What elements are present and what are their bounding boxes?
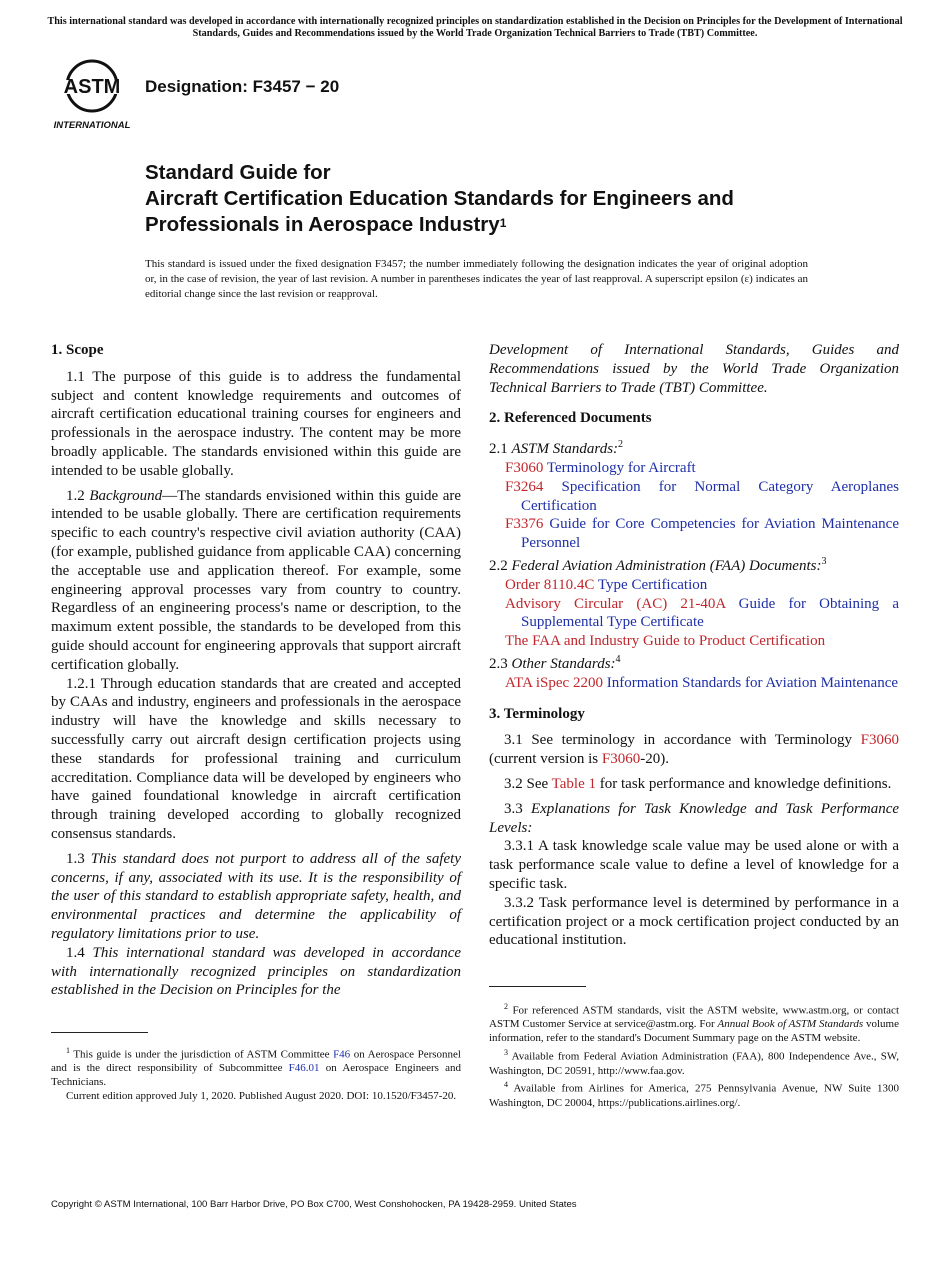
header-notice: This international standard was developed in accordance with internationally recognized principles on standardization established in the Decision on Principles for the Development of International Standards, Guides and Recommendations issued by the World Trade Organization Technical Barriers to Trade (TBT) Committee. xyxy=(47,16,903,39)
astm-logo xyxy=(52,56,136,132)
para-1-2-label: Background xyxy=(89,487,163,504)
footnote-2-mark: 2 xyxy=(504,1002,508,1011)
astm-standards-label xyxy=(489,436,899,459)
ref-code[interactable]: F3264 xyxy=(505,478,544,495)
footnotes-left xyxy=(51,1044,461,1104)
copyright: Copyright © ASTM International, 100 Barr Harbor Drive, PO Box C700, West Conshohocken, PA 19428-2959. United States xyxy=(51,1199,577,1210)
ref-code[interactable]: F3060 xyxy=(505,459,544,476)
ref-code[interactable]: F3376 xyxy=(505,516,544,533)
ref-code[interactable]: ATA iSpec 2200 xyxy=(505,674,603,691)
faa-num: 2.2 xyxy=(489,557,508,574)
ref-title[interactable]: Specification for Normal Category Aeroplanes Certification xyxy=(521,478,899,514)
para-3-3 xyxy=(489,800,899,838)
para-1-3-num: 1.3 xyxy=(66,850,85,867)
para-1-4 xyxy=(51,944,461,1000)
para-1-2 xyxy=(51,487,461,675)
logo-letters: ASTM xyxy=(63,76,121,98)
para-1-2-num: 1.2 xyxy=(66,487,85,504)
para-3-3-num: 3.3 xyxy=(504,800,523,817)
astm-label: ASTM Standards: xyxy=(511,441,619,458)
ref-title[interactable]: Guide for Core Competencies for Aviation Maintenance Personnel xyxy=(521,516,899,552)
footnote-1-mark: 1 xyxy=(66,1046,70,1055)
section-referenced-heading: 2. Referenced Documents xyxy=(489,410,652,427)
left-column xyxy=(51,341,461,1000)
para-3-3-1: 3.3.1 A task knowledge scale value may be used alone or with a task performance scale value to define a level of knowledge for a specific task. xyxy=(489,838,899,892)
para-3-2-b: for task performance and knowledge definitions. xyxy=(596,775,892,792)
ref-title[interactable]: Type Certification xyxy=(597,576,708,593)
ref-item[interactable] xyxy=(489,515,899,553)
footnote-1-text-c: on Aerospace Engineers and Technicians. xyxy=(51,1062,461,1089)
para-3-3-2: 3.3.2 Task performance level is determined by performance in a certification project or a mock certification project conducted by an educational institution. xyxy=(489,894,899,949)
para-3-2 xyxy=(489,775,899,794)
issue-statement: This standard is issued under the fixed designation F3457; the number immediately following the designation indicates the year of original adoption or, in the case of revision, the year of last revision. A number in parentheses indicates the year of last reapproval. A superscript epsilon (ε) indicates an editorial change since the last revision or reapproval. xyxy=(145,258,808,300)
footnote-1-text-a: This guide is under the jurisdiction of ASTM Committee xyxy=(70,1048,334,1061)
para-3-1-c: -20). xyxy=(640,751,669,768)
ref-item[interactable] xyxy=(489,632,899,651)
para-1-2-1: 1.2.1 Through education standards that are created and accepted by CAAs and industry, engineers and professionals in the aerospace industry will have the knowledge and skills necessary to successfully carry out aircraft design certification projects using these standards for professional training and curriculum accreditation. Compliance data will be developed by engineers who have gained foundational knowledge in aircraft certification through training developed according to globally recognized consensus standards. xyxy=(51,675,461,842)
footnote-2-text-b: volume information, refer to the standard's Document Summary page on the ASTM website. xyxy=(489,1018,899,1045)
footnote-rule-left xyxy=(51,1032,148,1033)
other-label: Other Standards: xyxy=(511,655,616,672)
title-line-1: Standard Guide for xyxy=(145,161,331,184)
faa-sup: 3 xyxy=(821,555,827,567)
footnote-3-text: Available from Federal Aviation Administration (FAA), 800 Independence Ave., SW, Washington, DC 20591, http://www.faa.gov. xyxy=(489,1050,899,1077)
para-1-4-num: 1.4 xyxy=(66,944,85,961)
ref-code[interactable]: Advisory Circular (AC) 21-40A xyxy=(505,595,726,612)
astm-num: 2.1 xyxy=(489,441,508,458)
para-1-4-text-continued: Development of International Standards, Guides and Recommendations issued by the World Trade Organization Technical Barriers to Trade (TBT) Committee. xyxy=(489,342,899,396)
para-3-2-a: 3.2 See xyxy=(504,775,552,792)
ref-item[interactable] xyxy=(489,576,899,595)
astm-sup: 2 xyxy=(618,439,624,451)
para-1-1: 1.1 The purpose of this guide is to address the fundamental subject and content knowledge requirements and outcomes of aircraft certification educational training courses for engineers and professionals in the aerospace industry. The content may be more broadly applicable. The standards envisioned within this guide are intended to be usable globally. xyxy=(51,368,461,479)
para-1-3 xyxy=(51,850,461,944)
footnote-4-text: Available from Airlines for America, 275 Pennsylvania Avenue, NW Suite 1300 Washington, DC 20004, https://publications.airlines.org/. xyxy=(489,1082,899,1109)
footnote-rule-right xyxy=(489,986,586,987)
ref-code[interactable]: The FAA and Industry Guide to Product Certification xyxy=(505,633,826,650)
ref-item[interactable] xyxy=(489,459,899,478)
ref-item[interactable] xyxy=(489,595,899,633)
designation: Designation: F3457 − 20 xyxy=(145,77,340,96)
footnote-3-mark: 3 xyxy=(504,1048,508,1058)
link-f3060-current[interactable]: F3060 xyxy=(601,751,641,768)
section-terminology-heading: 3. Terminology xyxy=(489,705,585,722)
para-3-1-b: (current version is xyxy=(489,751,602,768)
footnotes-right xyxy=(489,1000,899,1111)
faa-documents-label xyxy=(489,553,899,576)
para-1-4-continued xyxy=(489,341,899,397)
para-3-1 xyxy=(489,731,899,769)
right-column xyxy=(489,341,899,950)
title-line-2: Aircraft Certification Education Standards for Engineers and xyxy=(145,187,734,210)
footnote-2-italic: Annual Book of ASTM Standards xyxy=(717,1018,864,1031)
para-1-2-text: —The standards envisioned within this guide are intended to be usable globally. There are certification requirements specific to each country's respective civil aviation authority (CAA) (for example, published guidance from applicable CAA) concerning the acceptable use and application thereof. For example, some engineering approval processes vary from country to country. Regardless of an engineering process's name or description, to the maximum extent possible, the standards to be developed from this guide should account for engineering approvals that support aircraft certification globally. xyxy=(51,487,462,673)
ref-item[interactable] xyxy=(489,674,899,693)
other-standards-label xyxy=(489,651,899,674)
footnote-1-edition: Current edition approved July 1, 2020. Published August 2020. DOI: 10.1520/F3457-20. xyxy=(66,1090,457,1103)
title-line-3: Professionals in Aerospace Industry xyxy=(145,213,500,236)
astm-logo-mark xyxy=(52,56,136,132)
link-f46[interactable]: F46 xyxy=(333,1048,351,1061)
footnote-2-text-a: For referenced ASTM standards, visit the ASTM website, www.astm.org, or contact ASTM Customer Service at service@astm.org. For xyxy=(489,1004,899,1031)
ref-code[interactable]: Order 8110.4C xyxy=(505,576,595,593)
faa-label: Federal Aviation Administration (FAA) Documents: xyxy=(511,557,822,574)
link-table-1[interactable]: Table 1 xyxy=(551,775,596,792)
link-f46-01[interactable]: F46.01 xyxy=(288,1062,320,1075)
ref-title[interactable]: Information Standards for Aviation Maintenance xyxy=(606,674,899,691)
para-1-4-text: This international standard was developed in accordance with internationally recognized principles on standardization established in the Decision on Principles for the xyxy=(51,944,462,999)
para-3-1-a: 3.1 See terminology in accordance with Terminology xyxy=(504,732,861,749)
ref-title[interactable]: Guide for Obtaining a Supplemental Type Certificate xyxy=(521,595,899,631)
footnote-1-text-b: on Aerospace Personnel and is the direct responsibility of Subcommittee xyxy=(51,1048,461,1075)
ref-title[interactable]: Terminology for Aircraft xyxy=(546,459,696,476)
other-num: 2.3 xyxy=(489,655,508,672)
para-3-3-label: Explanations for Task Knowledge and Task Performance Levels: xyxy=(489,800,900,836)
logo-sub: INTERNATIONAL xyxy=(53,120,131,131)
link-f3060[interactable]: F3060 xyxy=(860,732,899,749)
title-footnote-mark: 1 xyxy=(499,216,507,230)
footnote-4 xyxy=(489,1078,899,1110)
other-sup: 4 xyxy=(615,653,621,665)
footnote-2 xyxy=(489,1000,899,1046)
ref-item[interactable] xyxy=(489,478,899,516)
footnote-4-mark: 4 xyxy=(504,1080,508,1090)
footnote-3 xyxy=(489,1046,899,1078)
footnote-1 xyxy=(51,1044,461,1090)
para-1-3-text: This standard does not purport to address all of the safety concerns, if any, associated with its use. It is the responsibility of the user of this standard to establish appropriate safety, health, and environmental practices and determine the applicability of regulatory limitations prior to use. xyxy=(51,850,461,942)
section-scope-heading: 1. Scope xyxy=(51,342,104,358)
document-title xyxy=(145,160,845,238)
